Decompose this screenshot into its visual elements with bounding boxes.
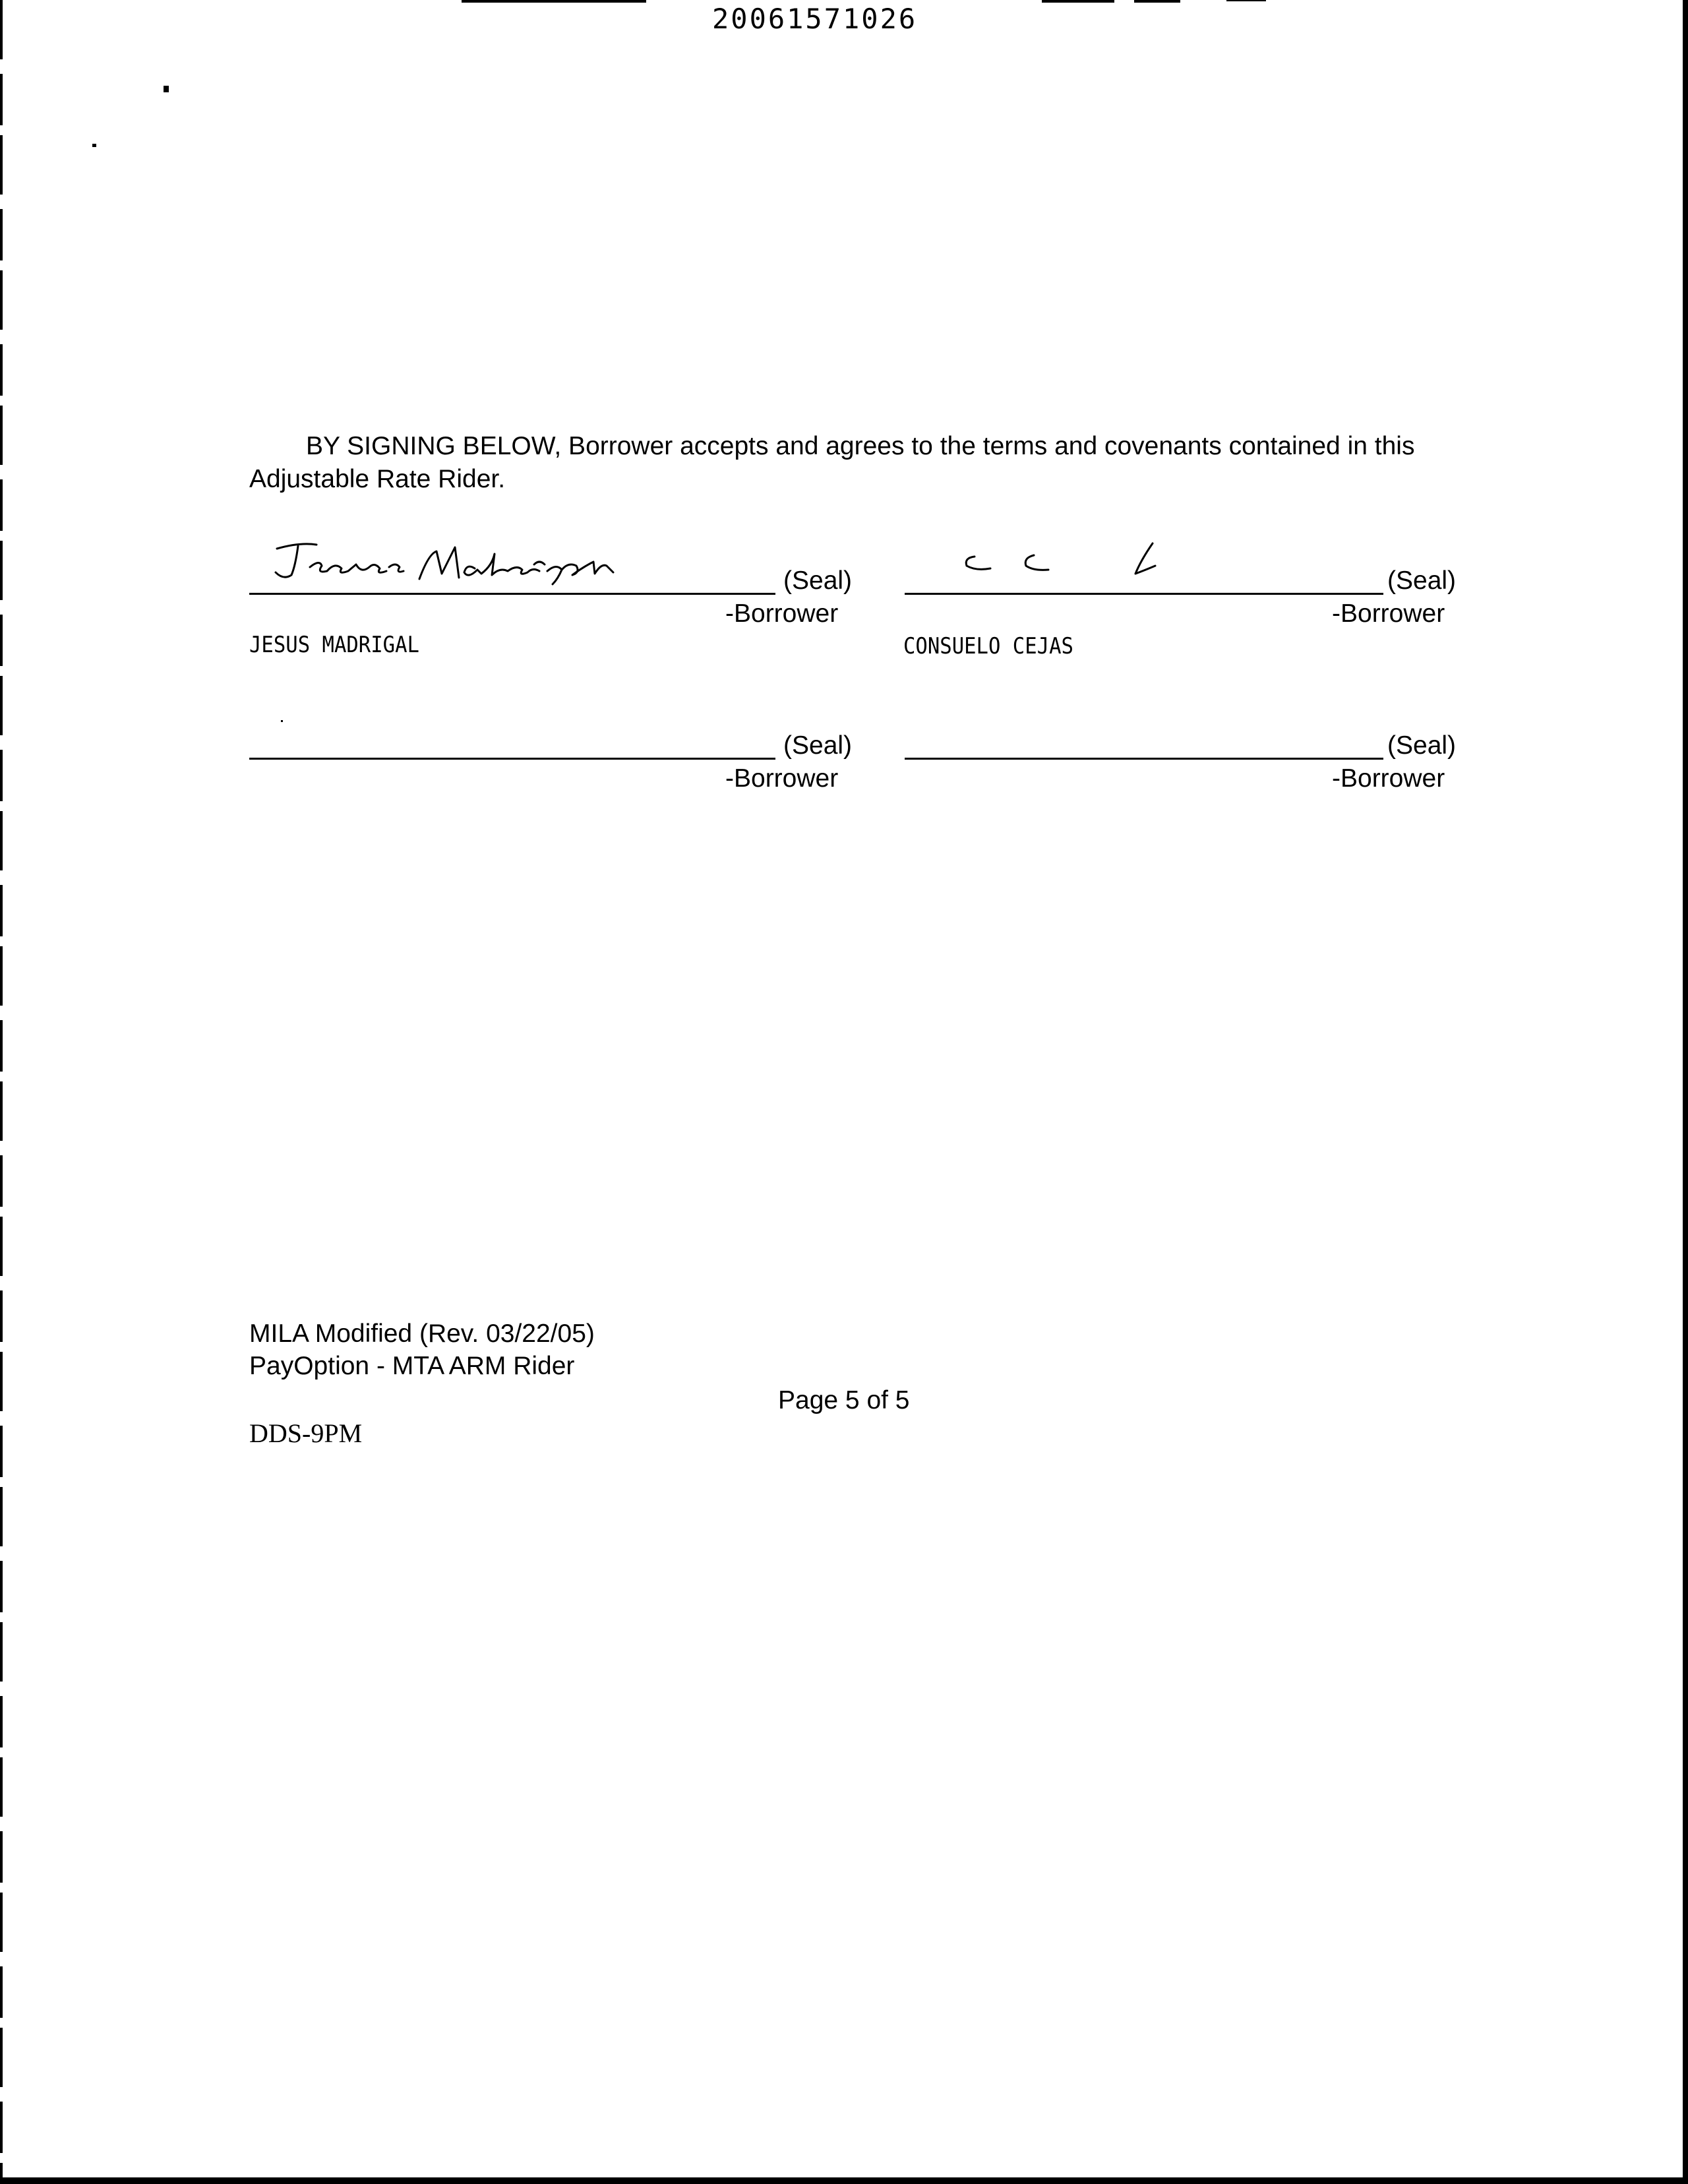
borrower-label: -Borrower <box>725 764 839 793</box>
page-number: Page 5 of 5 <box>778 1386 910 1414</box>
form-name: MILA Modified (Rev. 03/22/05) <box>249 1320 595 1348</box>
borrower-label: -Borrower <box>1332 764 1445 793</box>
signature-consuelo-cejas <box>950 534 1200 587</box>
scan-mark <box>547 0 646 3</box>
scan-edge-bottom <box>0 2177 1688 2184</box>
scan-edge-left <box>0 0 3 2184</box>
scan-mark <box>1226 0 1266 1</box>
scan-mark <box>1134 0 1180 3</box>
signature-line <box>905 593 1383 595</box>
borrower-printed-name: JESUS MADRIGAL <box>249 632 419 658</box>
signature-line <box>249 758 775 760</box>
scan-speck <box>281 720 283 722</box>
seal-label: (Seal) <box>1387 566 1457 595</box>
scan-mark <box>1042 0 1114 3</box>
signature-line <box>249 593 775 595</box>
scan-mark <box>462 0 554 3</box>
seal-label: (Seal) <box>783 566 853 595</box>
scan-speck <box>92 144 96 147</box>
seal-label: (Seal) <box>783 731 853 760</box>
signature-jesus-madrigal <box>264 528 673 593</box>
scan-speck <box>164 86 169 92</box>
acceptance-text: BY SIGNING BELOW, Borrower accepts and agrees to the terms and covenants contained in this Adjustable Rate Rider. <box>249 432 1415 493</box>
borrower-label: -Borrower <box>725 599 839 628</box>
form-code: DDS-9PM <box>249 1418 363 1448</box>
acceptance-statement <box>249 430 1462 496</box>
rider-name: PayOption - MTA ARM Rider <box>249 1352 575 1380</box>
signature-line <box>905 758 1383 760</box>
scan-edge-right <box>1683 0 1688 2184</box>
seal-label: (Seal) <box>1387 731 1457 760</box>
recording-number: 20061571026 <box>712 3 918 35</box>
borrower-label: -Borrower <box>1332 599 1445 628</box>
borrower-printed-name: CONSUELO CEJAS <box>903 633 1073 659</box>
